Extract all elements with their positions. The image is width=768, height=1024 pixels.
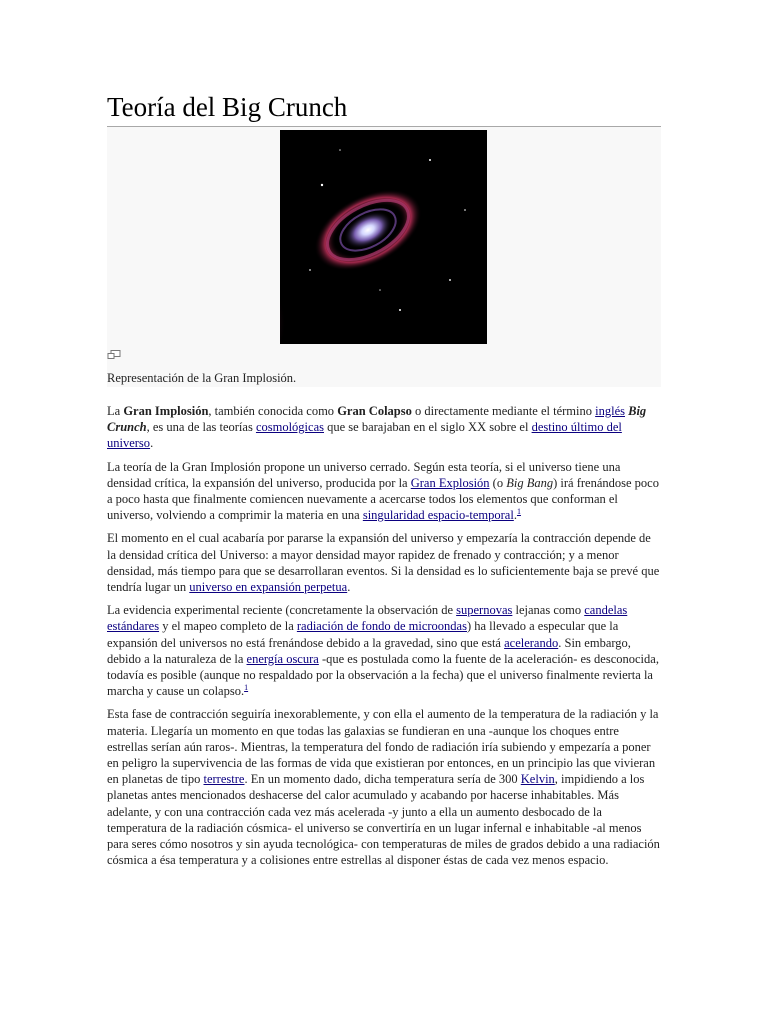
image-caption: Representación de la Gran Implosión. <box>107 371 297 385</box>
reference-link[interactable]: 1 <box>516 507 521 517</box>
link-candelas[interactable]: candelas estándares <box>107 603 628 634</box>
link-cosmologicas[interactable]: cosmológicas <box>255 420 324 435</box>
paragraph-5: Esta fase de contracción seguiría inexorablemente, y con ella el aumento de la temperatura de la radiación y la materia. Llegaría un momento en que todas las galaxias se fundieran en una -aunque los choques entre estrellas serían aún raros-. Mientras, la temperatura del fondo de radiación iría subiendo y empezaría a poner en peligro la supervivencia de las formas de vida que existieran por entonces, en un principio las que vivieran en planetas de tipo terrestre. En un momento dado, dicha temperatura sería de 300 Kelvin, impidiendo a los planetas antes mencionados deshacerse del calor acumulado y acabando por hacerse inhabitables. Más adelante, y con una contracción cada vez más acelerada -y junto a ella un aumento desbocado de la temperatura de la radiación cósmica- el universo se convertiría en un lugar infernal e inhabitable -al menos para seres cómo nosotros y sin ayuda tecnológica- con temperaturas de miles de grados debido a una radiación cósmica a ésa temperatura y a colisiones entre estrellas al disponer éstas de cada vez menos espacio. <box>107 707 660 868</box>
page-title: Teoría del Big Crunch <box>107 92 348 122</box>
link-supernovas[interactable]: supernovas <box>456 603 513 618</box>
paragraph-2: La teoría de la Gran Implosión propone un universo cerrado. Según esta teoría, si el universo tiene una densidad crítica, la expansión del universo, producida por la Gran Explosión (o Big Bang) irá frenándose poco a poco hasta que finalmente comiencen nuevamente a acercarse todos los elementos que conforman el universo, volviendo a comprimir la materia en una singularidad espacio-temporal.$^1$ <box>107 459 659 523</box>
thumbnail-figure <box>107 127 661 387</box>
paragraph-4: La evidencia experimental reciente (concretamente la observación de supernovas lejanas como candelas estándares y el mapeo completo de la radiación de fondo de microondas) ha llevado a especular que la expansión del universos no está frenándose debido a la gravedad, sino que está acelerando. Sin embargo, debido a la naturaleza de la energía oscura -que es postulada como la fuente de la aceleración- es desconocida, todavía es posible (aunque no respaldado por la observación a la fecha) que el universo finalmente revierta la marcha y cause un colapso.$^1$ <box>107 603 659 699</box>
article <box>107 88 661 875</box>
link-destino-universo[interactable]: destino último del universo <box>107 420 622 451</box>
link-energia-oscura[interactable]: energía oscura <box>246 651 319 666</box>
link-acelerando[interactable]: acelerando <box>504 635 559 650</box>
paragraph-3: El momento en el cual acabaría por pararse la expansión del universo y empezaría la contracción depende de la densidad crítica del Universo: a mayor densidad mayor rapidez de frenado y contracción; y a menor densidad, más tiempo para que se desarrollaran eventos. Si la densidad es lo suficientemente baja se prevé que tendría lugar un universo en expansión perpetua. <box>107 531 660 595</box>
bold-term: Gran Colapso <box>337 404 412 418</box>
link-radiacion-fondo[interactable]: radiación de fondo de microondas <box>296 619 467 634</box>
link-expansion-perpetua[interactable]: universo en expansión perpetua <box>189 580 348 595</box>
link-singularidad[interactable]: singularidad espacio-temporal <box>362 508 514 523</box>
galaxy-image[interactable] <box>280 130 487 344</box>
link-terrestre[interactable]: terrestre <box>203 772 245 787</box>
bold-term: Gran Implosión <box>123 404 209 418</box>
link-kelvin[interactable]: Kelvin <box>520 772 555 787</box>
enlarge-icon[interactable] <box>107 348 121 360</box>
galaxy-illustration <box>280 130 487 344</box>
paragraph-1: La Gran Implosión, también conocida como Gran Colapso o directamente mediante el término inglés Big Crunch, es una de las teorías cosmológicas que se barajaban en el siglo XX sobre el destino último del universo. <box>107 404 647 451</box>
reference-link[interactable]: 1 <box>244 683 249 693</box>
link-ingles[interactable]: inglés <box>595 404 625 418</box>
link-gran-explosion[interactable]: Gran Explosión <box>410 475 490 490</box>
bold-italic-term: Big Crunch <box>107 404 647 435</box>
